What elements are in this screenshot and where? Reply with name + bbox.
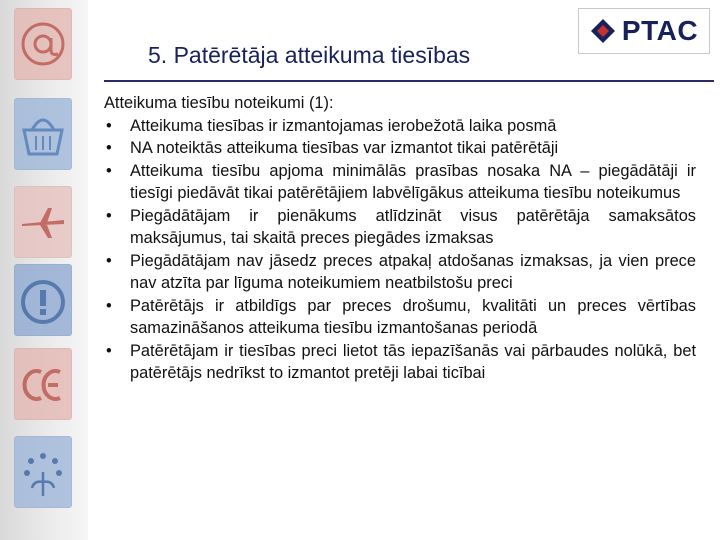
list-item — [104, 295, 696, 340]
bullet-text: Patērētājs ir atbildīgs par preces drošumu, kvalitāti un preces vērtības samazināšanos atteikuma tiesību izmantošanas periodā — [130, 296, 696, 337]
bullet-list — [104, 115, 696, 385]
list-item — [104, 115, 696, 138]
bullet-text: Atteikuma tiesības ir izmantojamas ierobežotā laika posmā — [130, 116, 557, 135]
list-item — [104, 137, 696, 160]
slide-title: 5. Patērētāja atteikuma tiesības — [148, 42, 471, 68]
bullet-marker: • — [106, 116, 112, 135]
list-item — [104, 250, 696, 295]
bullet-text: NA noteiktās atteikuma tiesības var izmantot tikai patērētāji — [130, 139, 559, 157]
logo-text: PTAC — [621, 15, 699, 46]
bullet-text: Piegādātājam ir pienākums atlīdzināt visus patērētāja samaksātos maksājumus, tai skaitā preces piegādes izmaksas — [130, 206, 696, 247]
at-sign-icon — [14, 8, 72, 80]
airplane-icon — [14, 186, 72, 258]
title-divider — [104, 80, 714, 82]
bullet-marker: • — [106, 296, 112, 315]
section-heading: Atteikuma tiesību noteikumi (1): — [104, 94, 334, 112]
bullet-text: Patērētājam ir tiesības preci lietot tās iepazīšanās vai pārbaudes nolūkā, bet patērētājs nedrīkst to izmantot pretēji labai ticībai — [130, 341, 696, 382]
bullet-marker: • — [106, 206, 112, 225]
bullet-text: Piegādātājam nav jāsedz preces atpakaļ atdošanas izmaksas, ja vien prece nav atzīta par līguma noteikumiem neatbilstošu preci — [130, 251, 696, 292]
list-item — [104, 160, 696, 205]
shopping-basket-icon — [14, 98, 72, 170]
bullet-marker: • — [106, 161, 112, 180]
warning-icon — [14, 264, 72, 336]
bullet-text: Atteikuma tiesību apjoma minimālās prasības nosaka NA – piegādātāji ir tiesīgi piedāvāt tikai patērētājiem labvēlīgākus atteikuma tiesību noteikumus — [130, 161, 696, 202]
side-icon-strip — [0, 0, 88, 540]
bullet-marker: • — [106, 251, 112, 270]
bullet-marker: • — [106, 341, 112, 360]
list-item — [104, 205, 696, 250]
ptac-diamond-icon — [590, 18, 616, 44]
list-item — [104, 340, 696, 385]
ptac-logo — [578, 8, 710, 54]
slide-content — [104, 92, 696, 385]
eu-stars-icon — [14, 436, 72, 508]
bullet-marker: • — [106, 139, 112, 157]
ce-mark-icon — [14, 348, 72, 420]
